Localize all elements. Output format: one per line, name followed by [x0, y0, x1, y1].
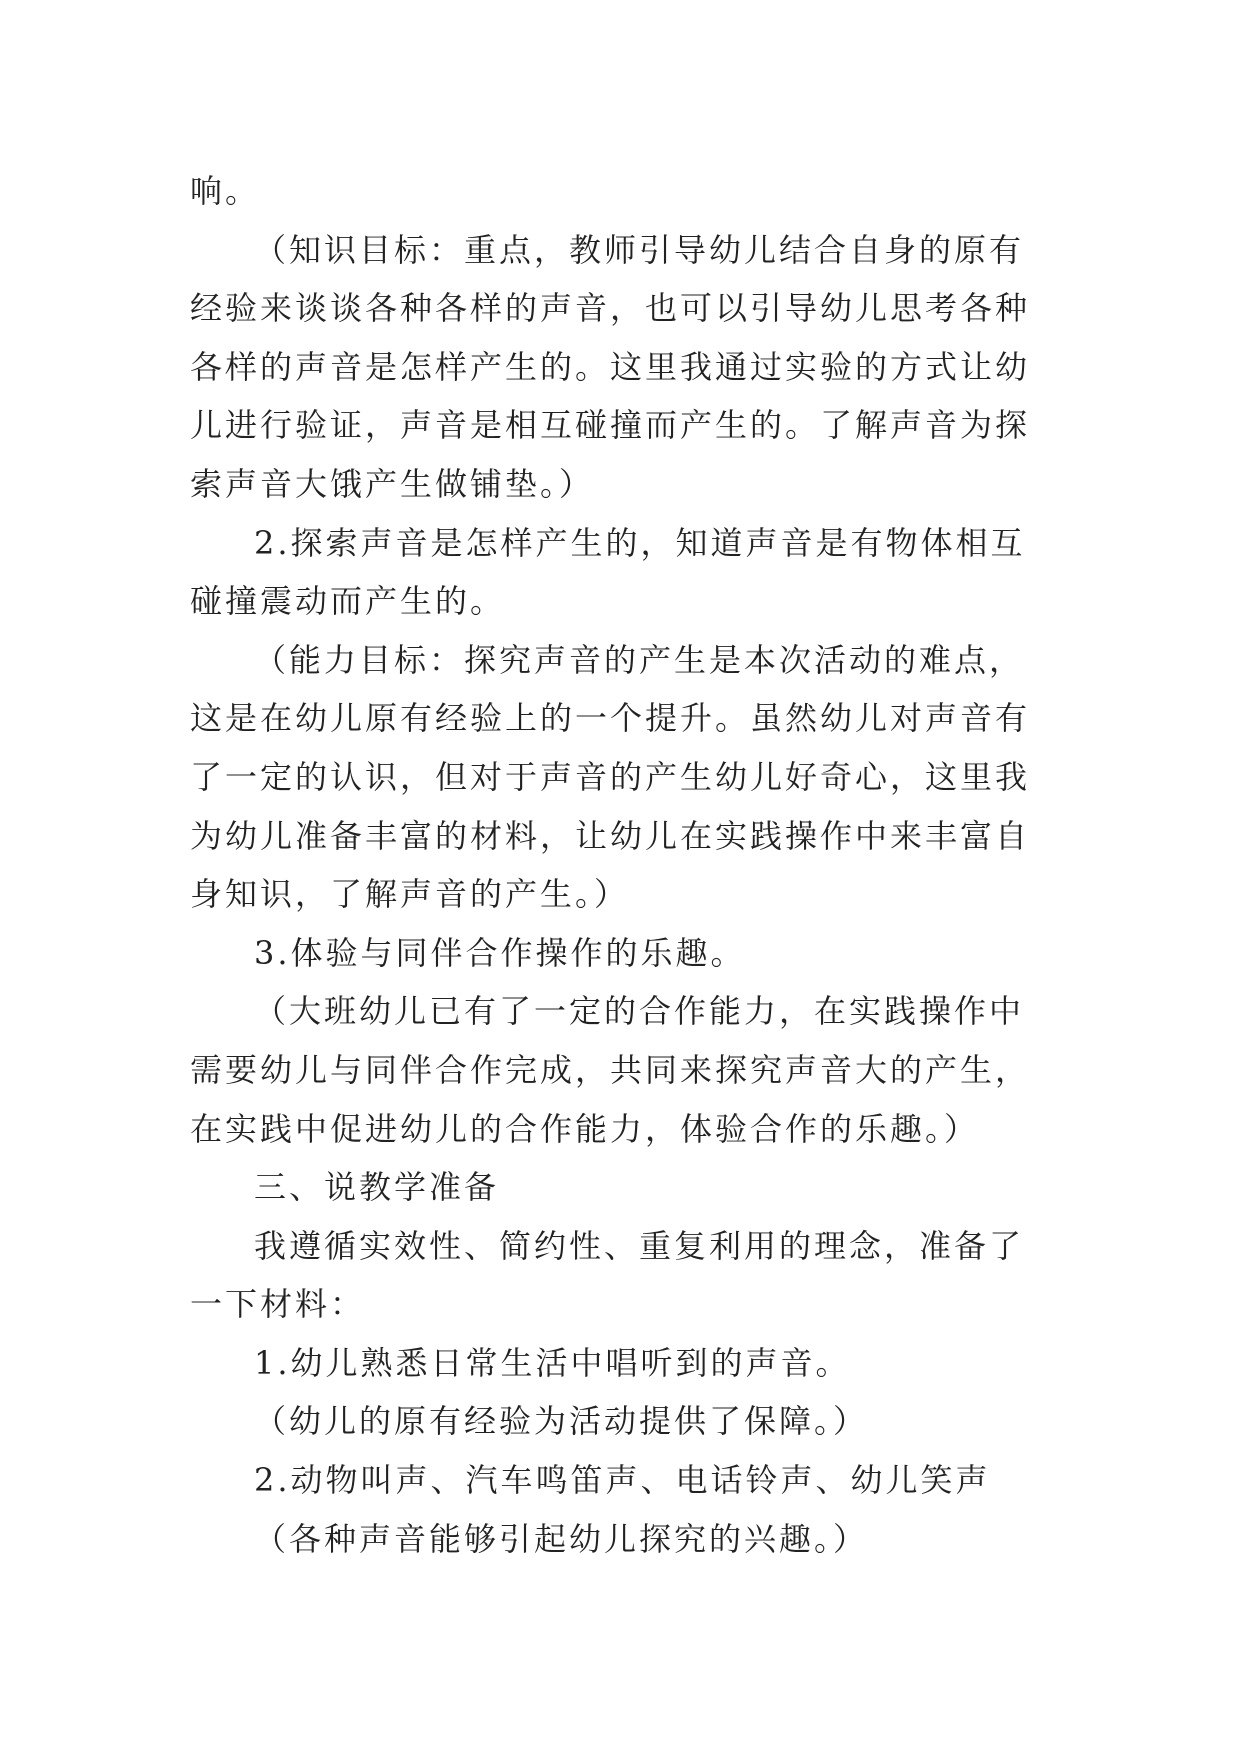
section-heading-preparation: 三、说教学准备 [254, 1168, 500, 1207]
paragraph-ability-goal-note: （能力目标：探究声音的产生是本次活动的难点，这是在幼儿原有经验上的一个提升。虽然幼儿对声音有了一定的认识，但对于声音的产生幼儿好奇心，这里我为幼儿准备丰富的材料，让幼儿在实践操作中来丰富自身知识，了解声音的产生。） [190, 640, 1031, 914]
paragraph-material-2-note: （各种声音能够引起幼儿探究的兴趣。） [254, 1519, 869, 1558]
paragraph-knowledge-goal-note: （知识目标：重点，教师引导幼儿结合自身的原有经验来谈谈各种各样的声音，也可以引导幼儿思考各种各样的声音是怎样产生的。这里我通过实验的方式让幼儿进行验证，声音是相互碰撞而产生的。了解声音为探索声音大饿产生做铺垫。） [190, 230, 1031, 503]
paragraph-goal-2: 2.探索声音是怎样产生的，知道声音是有物体相互碰撞震动而产生的。 [190, 523, 1026, 621]
paragraph-goal-3: 3.体验与同伴合作操作的乐趣。 [254, 933, 746, 972]
paragraph-material-1: 1.幼儿熟悉日常生活中唱听到的声音。 [254, 1343, 851, 1382]
paragraph-continuation: 响。 [190, 172, 261, 210]
paragraph-preparation-intro: 我遵循实效性、简约性、重复利用的理念，准备了一下材料： [190, 1226, 1025, 1324]
paragraph-material-1-note: （幼儿的原有经验为活动提供了保障。） [254, 1402, 869, 1441]
document-body [190, 162, 1052, 1568]
paragraph-material-2: 2.动物叫声、汽车鸣笛声、电话铃声、幼儿笑声 [254, 1461, 991, 1500]
paragraph-cooperation-note: （大班幼儿已有了一定的合作能力，在实践操作中需要幼儿与同伴合作完成，共同来探究声音大的产生，在实践中促进幼儿的合作能力，体验合作的乐趣。） [190, 992, 1031, 1148]
